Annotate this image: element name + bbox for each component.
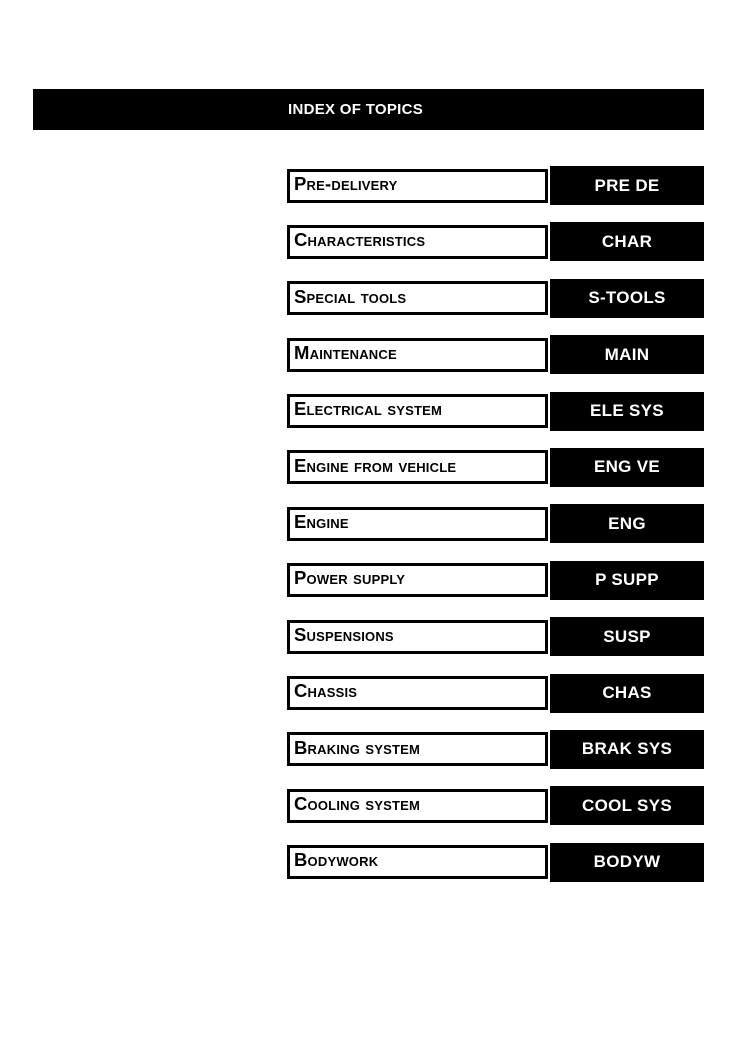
topic-code-box	[550, 786, 704, 825]
topic-code-box	[550, 674, 704, 713]
topic-code: ENG VE	[593, 457, 661, 477]
topic-code-box	[550, 843, 704, 882]
topic-code: MAIN	[604, 344, 650, 364]
topic-row[interactable]	[287, 786, 704, 825]
topic-code: S-TOOLS	[588, 288, 666, 308]
topic-code: CHAR	[601, 231, 653, 251]
topic-row[interactable]	[287, 504, 704, 543]
topic-code: PRE DE	[594, 175, 660, 195]
topic-row[interactable]	[287, 674, 704, 713]
topic-label-box	[287, 845, 548, 879]
topic-label: Power supply	[294, 567, 406, 589]
topic-code-box	[550, 335, 704, 374]
topic-label: Engine	[294, 511, 349, 533]
topics-list	[287, 166, 704, 899]
topic-label: Bodywork	[294, 849, 379, 871]
topic-row[interactable]	[287, 617, 704, 656]
topic-code: COOL SYS	[582, 795, 672, 815]
topic-label-box	[287, 507, 548, 541]
topic-label: Chassis	[294, 680, 358, 702]
topic-label-box	[287, 676, 548, 710]
topic-label-box	[287, 450, 548, 484]
topic-label: Maintenance	[294, 341, 397, 363]
topic-code-box	[550, 730, 704, 769]
topic-code-box	[550, 222, 704, 261]
topic-label: Characteristics	[294, 229, 426, 251]
topic-label: Braking system	[294, 736, 421, 758]
topic-row[interactable]	[287, 730, 704, 769]
index-header-title: INDEX OF TOPICS	[288, 101, 424, 118]
topic-code: SUSP	[603, 626, 651, 646]
topic-code: BRAK SYS	[581, 739, 673, 759]
topic-label-box	[287, 563, 548, 597]
topic-code: ELE SYS	[590, 401, 664, 421]
topic-code-box	[550, 504, 704, 543]
topic-code-box	[550, 392, 704, 431]
topic-label-box	[287, 225, 548, 259]
topic-code-box	[550, 279, 704, 318]
topic-label-box	[287, 789, 548, 823]
topic-code-box	[550, 617, 704, 656]
topic-label-box	[287, 732, 548, 766]
topic-code: ENG	[608, 513, 646, 533]
topic-label-box	[287, 169, 548, 203]
topic-label-box	[287, 338, 548, 372]
topic-row[interactable]	[287, 448, 704, 487]
topic-code: CHAS	[602, 683, 652, 703]
topic-code-box	[550, 166, 704, 205]
index-header-bar	[33, 89, 704, 130]
topic-code-box	[550, 561, 704, 600]
topic-label-box	[287, 620, 548, 654]
topic-label: Suspensions	[294, 623, 394, 645]
topic-label: Special tools	[294, 285, 407, 307]
topic-label: Engine from vehicle	[294, 454, 457, 476]
topic-code: P SUPP	[595, 570, 659, 590]
topic-row[interactable]	[287, 561, 704, 600]
topic-label: Pre-delivery	[294, 172, 398, 194]
topic-row[interactable]	[287, 279, 704, 318]
topic-label: Cooling system	[294, 793, 421, 815]
topic-label: Electrical system	[294, 398, 442, 420]
topic-code: BODYW	[593, 852, 661, 872]
topic-code-box	[550, 448, 704, 487]
topic-row[interactable]	[287, 392, 704, 431]
topic-label-box	[287, 394, 548, 428]
topic-row[interactable]	[287, 166, 704, 205]
topic-row[interactable]	[287, 843, 704, 882]
topic-label-box	[287, 281, 548, 315]
topic-row[interactable]	[287, 335, 704, 374]
topic-row[interactable]	[287, 222, 704, 261]
